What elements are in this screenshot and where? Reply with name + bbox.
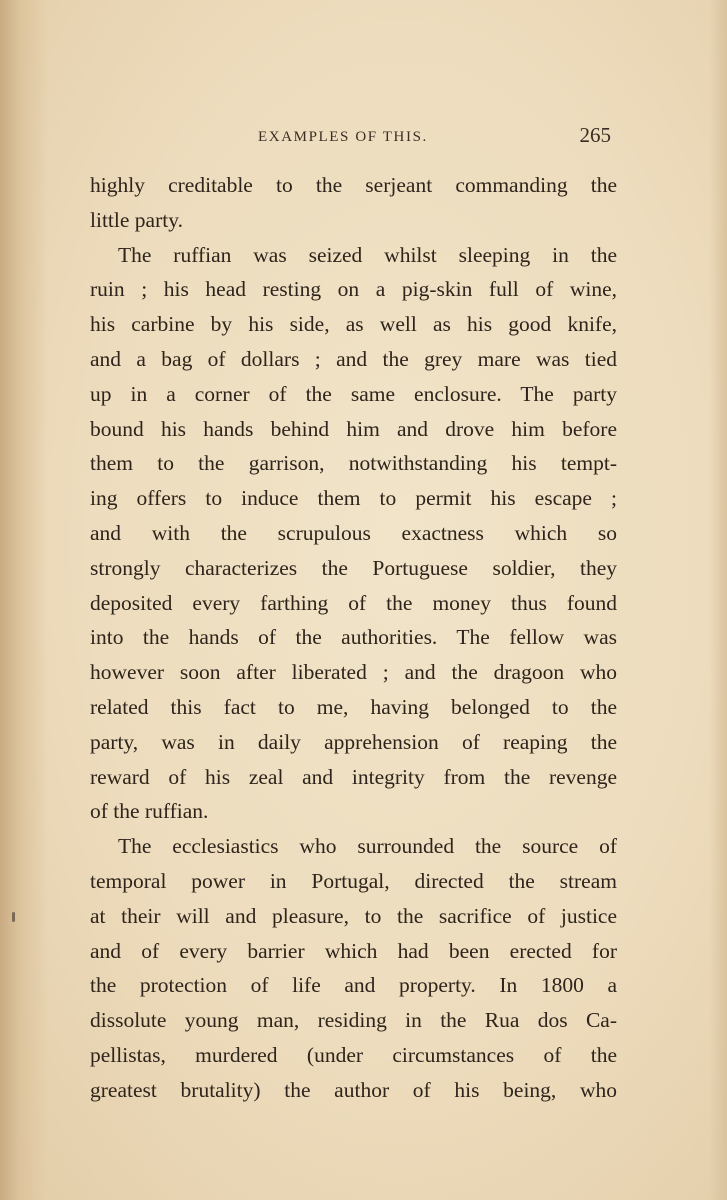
text-line: his carbine by his side, as well as his good knife, xyxy=(90,312,617,337)
text-line: into the hands of the authorities. The fellow was xyxy=(90,625,617,650)
text-line: at their will and pleasure, to the sacrifice of justice xyxy=(90,903,617,928)
text-line: temporal power in Portugal, directed the stream xyxy=(90,868,617,893)
text-line: deposited every farthing of the money thus found xyxy=(90,590,617,615)
text-line: and of every barrier which had been erected for xyxy=(90,938,617,963)
text-line: The ruffian was seized whilst sleeping in the xyxy=(118,242,617,267)
text-line: little party. xyxy=(90,207,183,232)
text-line: however soon after liberated ; and the dragoon who xyxy=(90,660,617,685)
text-line: them to the garrison, notwithstanding his tempt- xyxy=(90,451,617,476)
text-line: ing offers to induce them to permit his escape ; xyxy=(90,486,617,511)
text-line: The ecclesiastics who surrounded the source of xyxy=(118,834,617,859)
text-line: and a bag of dollars ; and the grey mare was tied xyxy=(90,346,617,371)
text-line: party, was in daily apprehension of reaping the xyxy=(90,729,617,754)
running-head: EXAMPLES OF THIS. xyxy=(258,129,428,145)
text-line: reward of his zeal and integrity from the revenge xyxy=(90,764,617,789)
text-line: ruin ; his head resting on a pig-skin full of wine, xyxy=(90,277,617,302)
spine-shadow xyxy=(0,0,48,1200)
page-header xyxy=(90,123,617,151)
text-line: related this fact to me, having belonged to the xyxy=(90,694,617,719)
text-line: dissolute young man, residing in the Rua dos Ca- xyxy=(90,1008,617,1033)
text-line: strongly characterizes the Portuguese soldier, they xyxy=(90,555,617,580)
text-line: bound his hands behind him and drove him before xyxy=(90,416,617,441)
text-line: up in a corner of the same enclosure. The party xyxy=(90,381,617,406)
text-line: the protection of life and property. In 1800 a xyxy=(90,973,617,998)
text-line: and with the scrupulous exactness which so xyxy=(90,520,617,545)
page-edge-shadow xyxy=(709,0,727,1200)
text-line: greatest brutality) the author of his being, who xyxy=(90,1077,617,1102)
text-line: pellistas, murdered (under circumstances of the xyxy=(90,1042,617,1067)
text-line: highly creditable to the serjeant commanding the xyxy=(90,173,617,197)
paper-speck xyxy=(12,912,15,922)
text-line: of the ruffian. xyxy=(90,799,209,824)
body-text xyxy=(90,168,617,1108)
page-number: 265 xyxy=(579,123,611,147)
